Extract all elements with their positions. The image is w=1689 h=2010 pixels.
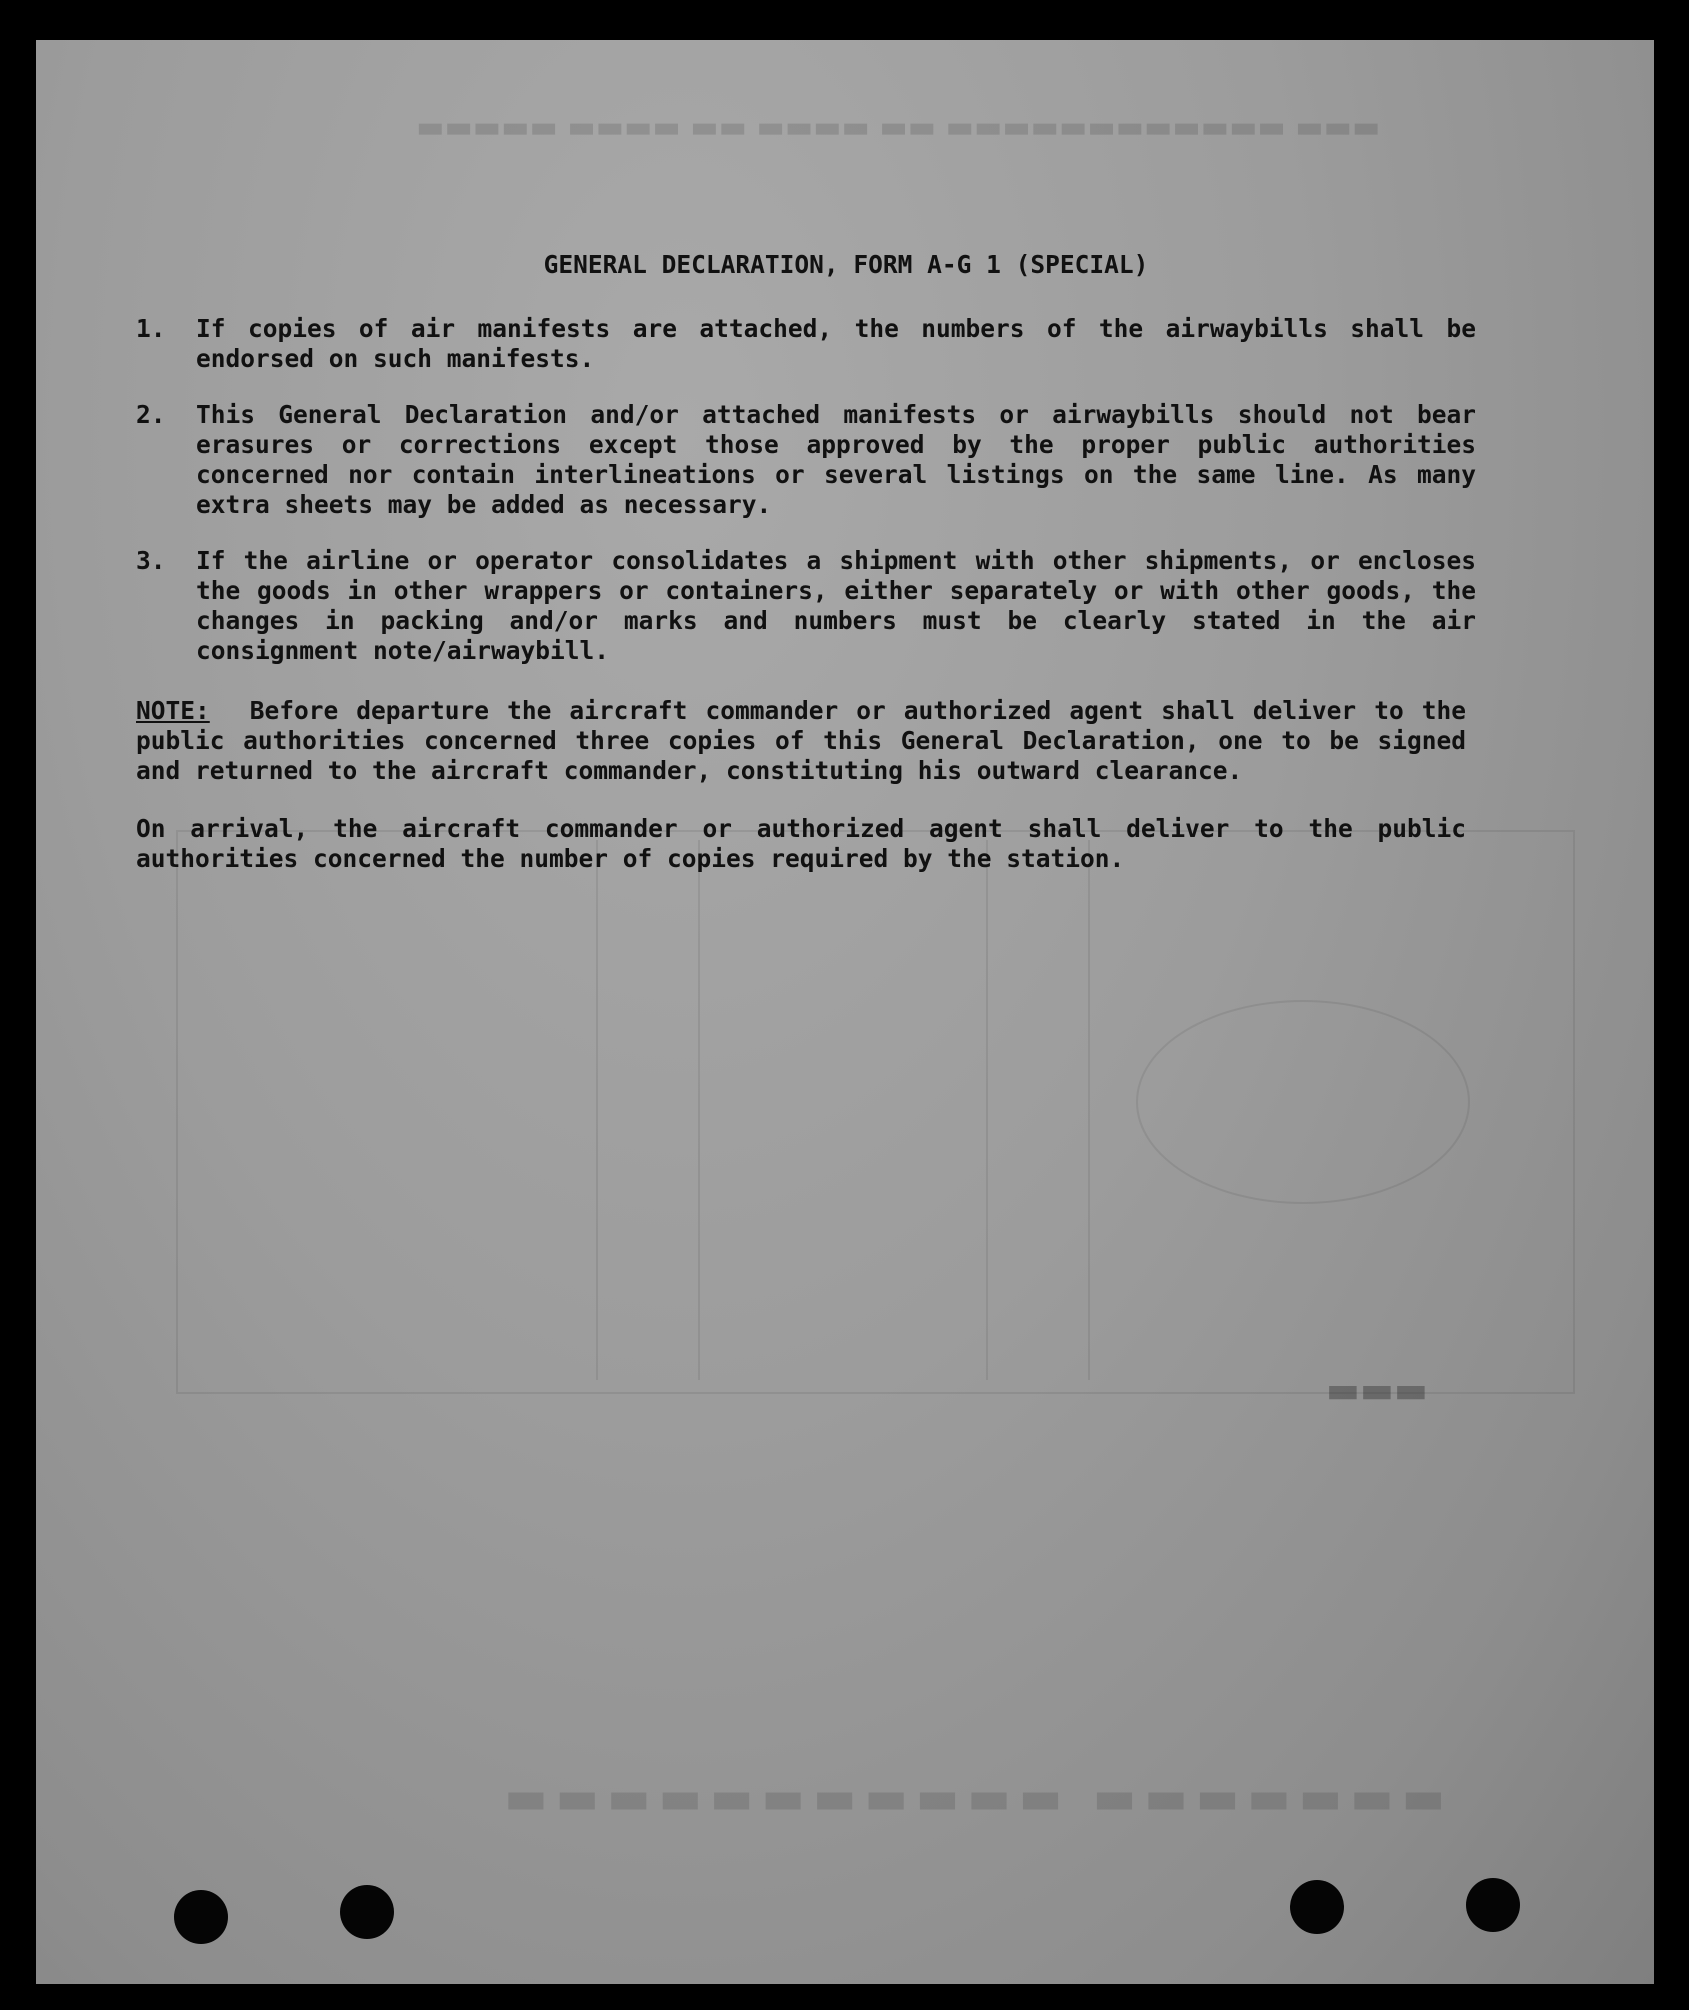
bleed-through-header: ▬▬▬ ▬▬▬▬▬▬▬▬▬▬▬▬ ▬▬ ▬▬▬▬ ▬▬ ▬▬▬▬ ▬▬▬▬▬: [416, 110, 1381, 145]
bleed-through-number: ▬▬▬: [1326, 1370, 1429, 1411]
punch-hole: [1290, 1880, 1344, 1934]
punch-hole: [1466, 1878, 1520, 1932]
document-text: [136, 250, 1516, 874]
item-text: If the airline or operator consolidates a shipment with other shipments, or encloses the goods in other wrappers or containers, either separately or with other goods, the changes in packing and/or marks and numbers must be clearly stated in the air consignment note/airwaybill.: [196, 546, 1476, 665]
bleed-through-column: [986, 840, 1090, 1380]
bleed-through-large-title: ▬▬▬▬▬▬▬ ▬▬▬▬▬▬▬▬▬▬▬: [496, 1770, 1445, 1824]
item-number: 2.: [136, 400, 166, 429]
punch-hole: [174, 1890, 228, 1944]
item-number: 3.: [136, 546, 166, 575]
page-title: GENERAL DECLARATION, FORM A-G 1 (SPECIAL): [543, 250, 1149, 279]
note-label: NOTE:: [136, 696, 210, 725]
note-text: Before departure the aircraft commander or authorized agent shall deliver to the public authorities concerned three copies of this General Declaration, one to be signed and returned to the aircraft commander, constituting his outward clearance.: [136, 696, 1466, 785]
bleed-through-stamp: [1136, 1000, 1470, 1204]
arrival-paragraph: On arrival, the aircraft commander or authorized agent shall deliver to the public authorities concerned the number of copies required by the station.: [136, 814, 1466, 873]
bleed-through-box: [176, 830, 1575, 1394]
item-number: 1.: [136, 314, 166, 343]
note-paragraph: [136, 696, 1466, 786]
list-item: [136, 400, 1516, 520]
list-item: [136, 546, 1516, 666]
list-item: [136, 314, 1516, 374]
punch-hole: [340, 1885, 394, 1939]
item-text: If copies of air manifests are attached, the numbers of the airwaybills shall be endorsed on such manifests.: [196, 314, 1476, 373]
item-text: This General Declaration and/or attached manifests or airwaybills should not bear erasures or corrections except those approved by the proper public authorities concerned nor contain interlineations or several listings on the same line. As many extra sheets may be added as necessary.: [196, 400, 1476, 519]
bleed-through-column: [596, 840, 700, 1380]
